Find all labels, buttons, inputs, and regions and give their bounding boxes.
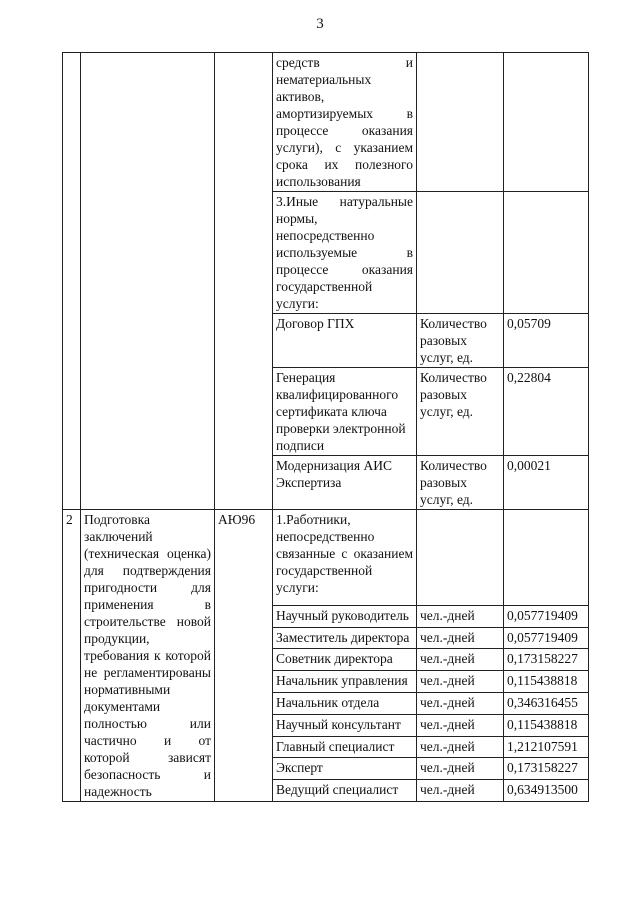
unit-cell (417, 510, 504, 606)
norm-value: 0,05709 (504, 314, 589, 368)
unit-cell (417, 192, 504, 314)
worker-value: 0,173158227 (504, 758, 589, 780)
description-cell: средств и нематериальных активов, амортизируемых в процессе оказания услуги), с указанием срока их полезного использования (273, 53, 417, 192)
service-cell (81, 53, 215, 510)
code-cell (215, 53, 273, 510)
worker-name: Главный специалист (273, 736, 417, 758)
norm-unit: Количество разовых услуг, ед. (417, 456, 504, 510)
workers-header: 1.Работники, непосредственно связанные с оказанием государственной услуги: (273, 510, 417, 606)
worker-unit: чел.-дней (417, 714, 504, 736)
worker-value: 1,212107591 (504, 736, 589, 758)
norm-unit: Количество разовых услуг, ед. (417, 314, 504, 368)
service-code: АЮ96 (215, 510, 273, 802)
worker-unit: чел.-дней (417, 736, 504, 758)
worker-name: Начальник управления (273, 671, 417, 693)
table-row (63, 510, 589, 606)
service-title: Подготовка заключений (техническая оценка) для подтверждения пригодности для применения в строительстве новой продукции, требования к которой не регламентированы нормативными документами полностью или частично и от которой зависят безопасность и надежность (81, 510, 215, 802)
worker-unit: чел.-дней (417, 649, 504, 671)
worker-name: Заместитель директора (273, 627, 417, 649)
table-row (63, 53, 589, 192)
worker-value: 0,346316455 (504, 693, 589, 715)
value-cell (504, 53, 589, 192)
worker-name: Советник директора (273, 649, 417, 671)
norms-table (62, 52, 589, 802)
worker-name: Научный руководитель (273, 605, 417, 627)
worker-unit: чел.-дней (417, 758, 504, 780)
worker-unit: чел.-дней (417, 627, 504, 649)
worker-unit: чел.-дней (417, 693, 504, 715)
norm-name: Модернизация АИС Экспертиза (273, 456, 417, 510)
worker-unit: чел.-дней (417, 671, 504, 693)
worker-value: 0,057719409 (504, 627, 589, 649)
number-cell (63, 53, 81, 510)
worker-value: 0,634913500 (504, 780, 589, 802)
worker-value: 0,057719409 (504, 605, 589, 627)
service-number: 2 (63, 510, 81, 802)
worker-value: 0,115438818 (504, 671, 589, 693)
norm-unit: Количество разовых услуг, ед. (417, 368, 504, 456)
norm-value: 0,00021 (504, 456, 589, 510)
worker-unit: чел.-дней (417, 780, 504, 802)
other-norms-header: 3.Иные натуральные нормы, непосредственно используемые в процессе оказания государственной услуги: (273, 192, 417, 314)
worker-unit: чел.-дней (417, 605, 504, 627)
worker-name: Научный консультант (273, 714, 417, 736)
norm-value: 0,22804 (504, 368, 589, 456)
value-cell (504, 192, 589, 314)
worker-name: Начальник отдела (273, 693, 417, 715)
worker-value: 0,173158227 (504, 649, 589, 671)
page-number: 3 (316, 16, 324, 32)
norm-name: Договор ГПХ (273, 314, 417, 368)
worker-name: Ведущий специалист (273, 780, 417, 802)
worker-value: 0,115438818 (504, 714, 589, 736)
norm-name: Генерация квалифицированного сертификата ключа проверки электронной подписи (273, 368, 417, 456)
value-cell (504, 510, 589, 606)
worker-name: Эксперт (273, 758, 417, 780)
unit-cell (417, 53, 504, 192)
